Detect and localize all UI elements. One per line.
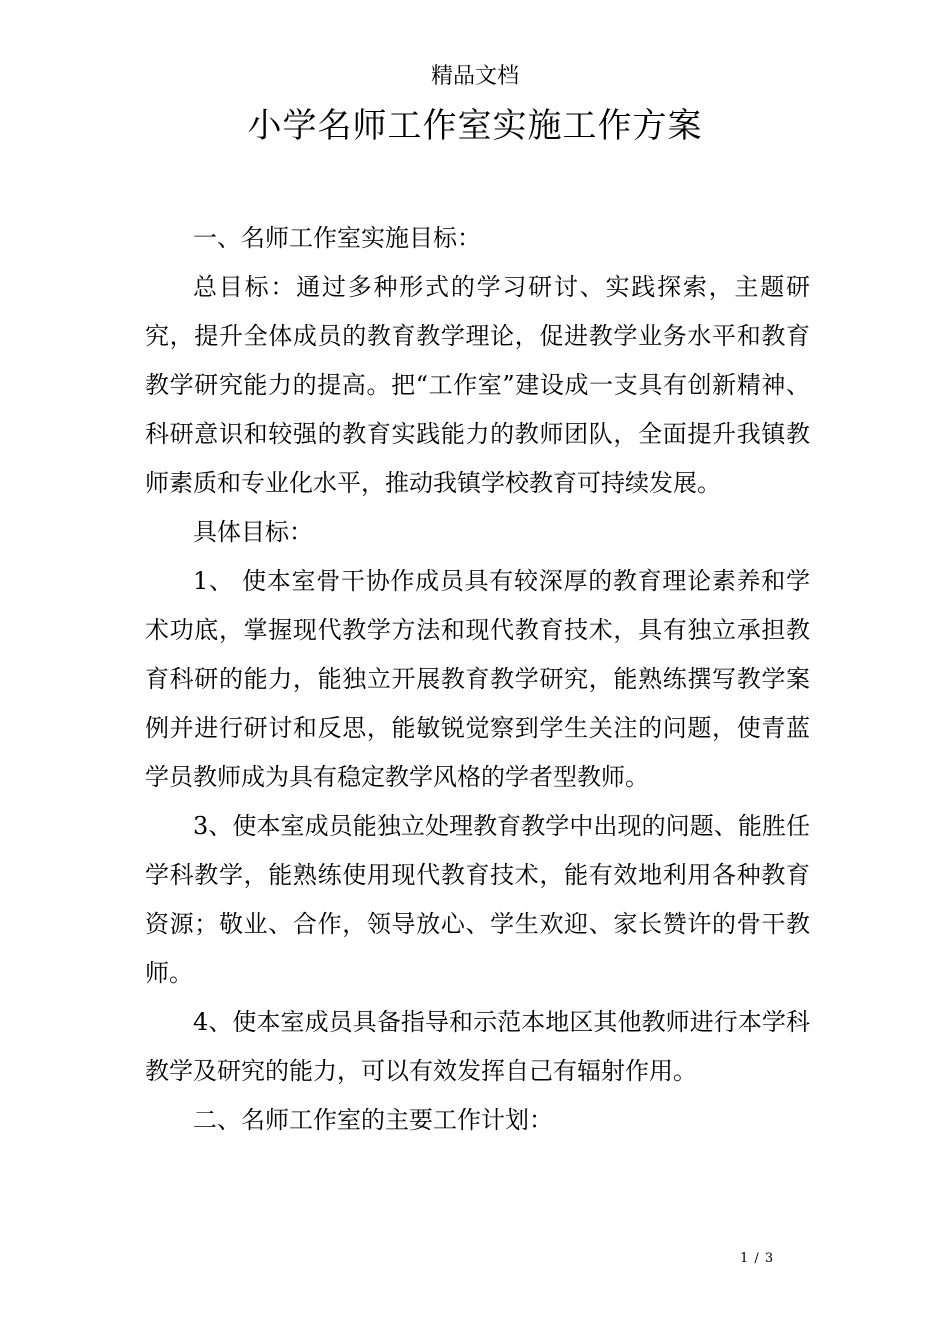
document-body bbox=[145, 214, 810, 1145]
paragraph-goal-3: 3、使本室成员能独立处理教育教学中出现的问题、能胜任学科教学，能熟练使用现代教育技术，能有效地利用各种教育资源；敬业、合作，领导放心、学生欢迎、家长赞许的骨干教师。 bbox=[145, 812, 810, 987]
section-heading-goals: 一、名师工作室实施目标： bbox=[193, 224, 481, 252]
page-header: 精品文档 bbox=[430, 64, 519, 89]
paragraph-goal-4: 4、使本室成员具备指导和示范本地区其他教师进行本学科教学及研究的能力，可以有效发挥自己有辐射作用。 bbox=[145, 1008, 810, 1085]
section-heading-plan: 二、名师工作室的主要工作计划： bbox=[193, 1106, 553, 1134]
page-number: 1 / 3 bbox=[740, 1251, 775, 1266]
document-title: 小学名师工作室实施工作方案 bbox=[247, 106, 703, 146]
paragraph-overall-goal: 总目标：通过多种形式的学习研讨、实践探索，主题研究，提升全体成员的教育教学理论，促进教学业务水平和教育教学研究能力的提高。把“工作室”建设成一支具有创新精神、科研意识和较强的教育实践能力的教师团队，全面提升我镇教师素质和专业化水平，推动我镇学校教育可持续发展。 bbox=[145, 273, 810, 497]
subheading-specific-goals: 具体目标： bbox=[193, 518, 313, 546]
paragraph-goal-1: 1、 使本室骨干协作成员具有较深厚的教育理论素养和学术功底，掌握现代教学方法和现代教育技术，具有独立承担教育科研的能力，能独立开展教育教学研究，能熟练撰写教学案例并进行研讨和反思，能敏锐觉察到学生关注的问题，使青蓝学员教师成为具有稳定教学风格的学者型教师。 bbox=[145, 567, 810, 791]
